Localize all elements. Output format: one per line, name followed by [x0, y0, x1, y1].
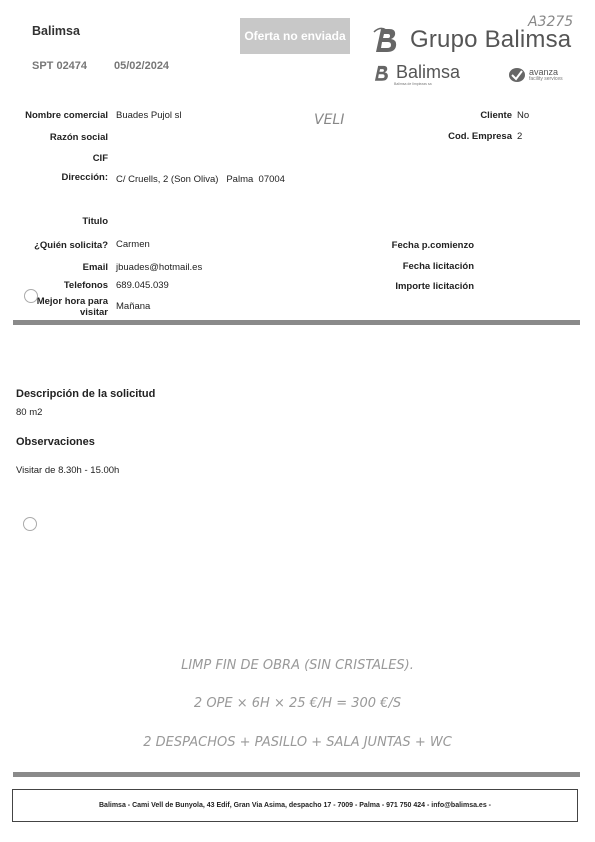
label-fecha-licitacion: Fecha licitación — [402, 261, 474, 272]
brand-sub-text: Balimsa — [396, 62, 461, 82]
label-quien-solicita: ¿Quién solicita? — [34, 240, 108, 251]
hole-punch-circle — [23, 517, 37, 531]
value-email: jbuades@hotmail.es — [116, 262, 203, 273]
company-name: Balimsa — [32, 24, 80, 38]
description-text: 80 m2 — [16, 407, 43, 418]
handwritten-line-1: LIMP FIN DE OBRA (SIN CRISTALES). — [181, 658, 414, 673]
label-importe-licitacion: Importe licitación — [395, 281, 474, 292]
handwritten-note: VELI — [314, 112, 345, 128]
value-cliente: No — [517, 110, 530, 121]
avanza-text: avanza — [529, 67, 559, 77]
hole-punch-circle — [24, 289, 38, 303]
label-email: Email — [82, 262, 108, 273]
grupo-balimsa-logo — [372, 26, 571, 54]
label-direccion: Dirección: — [61, 172, 108, 183]
section-divider — [13, 320, 580, 325]
label-cliente: Cliente — [480, 110, 512, 121]
brand-group-text: Grupo Balimsa — [410, 26, 572, 53]
value-cod-empresa: 2 — [517, 131, 523, 142]
label-telefonos: Telefonos — [63, 280, 108, 291]
observations-text: Visitar de 8.30h - 15.00h — [16, 465, 120, 476]
brand-tagline: Balimsa de limpiezas sa — [394, 82, 432, 86]
label-fecha-comienzo: Fecha p.comienzo — [391, 240, 474, 251]
footer-divider — [13, 772, 580, 777]
avanza-subtext: facility services — [529, 76, 563, 82]
handwritten-code: A3275 — [528, 14, 574, 30]
value-nombre-comercial: Buades Pujol sl — [116, 110, 182, 121]
label-razon-social: Razón social — [49, 132, 108, 143]
status-button[interactable]: Oferta no enviada — [240, 18, 350, 54]
label-titulo: Titulo — [82, 216, 108, 227]
balimsa-small-b-icon — [372, 64, 392, 82]
avanza-logo — [508, 67, 563, 83]
value-mejor-hora: Mañana — [116, 301, 151, 312]
balimsa-logo — [372, 62, 460, 83]
observations-title: Observaciones — [16, 436, 95, 448]
footer-text: Balimsa - Cami Vell de Bunyola, 43 Edif, Gran Via Asima, despacho 17 - 7009 - Palma - 971 750 424 - info@balimsa.es - — [99, 802, 491, 809]
handwritten-line-2: 2 OPE × 6H × 25 €/H = 300 €/S — [193, 696, 402, 711]
label-nombre-comercial: Nombre comercial — [25, 110, 108, 121]
value-direccion: C/ Cruells, 2 (Son Oliva) Palma 07004 — [116, 174, 285, 185]
value-telefonos: 689.045.039 — [116, 280, 169, 291]
label-cod-empresa: Cod. Empresa — [448, 131, 512, 142]
label-cif: CIF — [92, 153, 108, 164]
reference-number: SPT 02474 — [32, 60, 88, 72]
value-quien-solicita: Carmen — [116, 239, 150, 250]
reference-date: 05/02/2024 — [114, 60, 170, 72]
balimsa-b-icon — [372, 26, 402, 54]
footer-box — [12, 789, 578, 822]
description-title: Descripción de la solicitud — [16, 388, 156, 400]
label-mejor-hora: Mejor hora para visitar — [36, 296, 108, 318]
handwritten-line-3: 2 DESPACHOS + PASILLO + SALA JUNTAS + WC — [143, 735, 452, 750]
avanza-check-icon — [508, 67, 526, 83]
